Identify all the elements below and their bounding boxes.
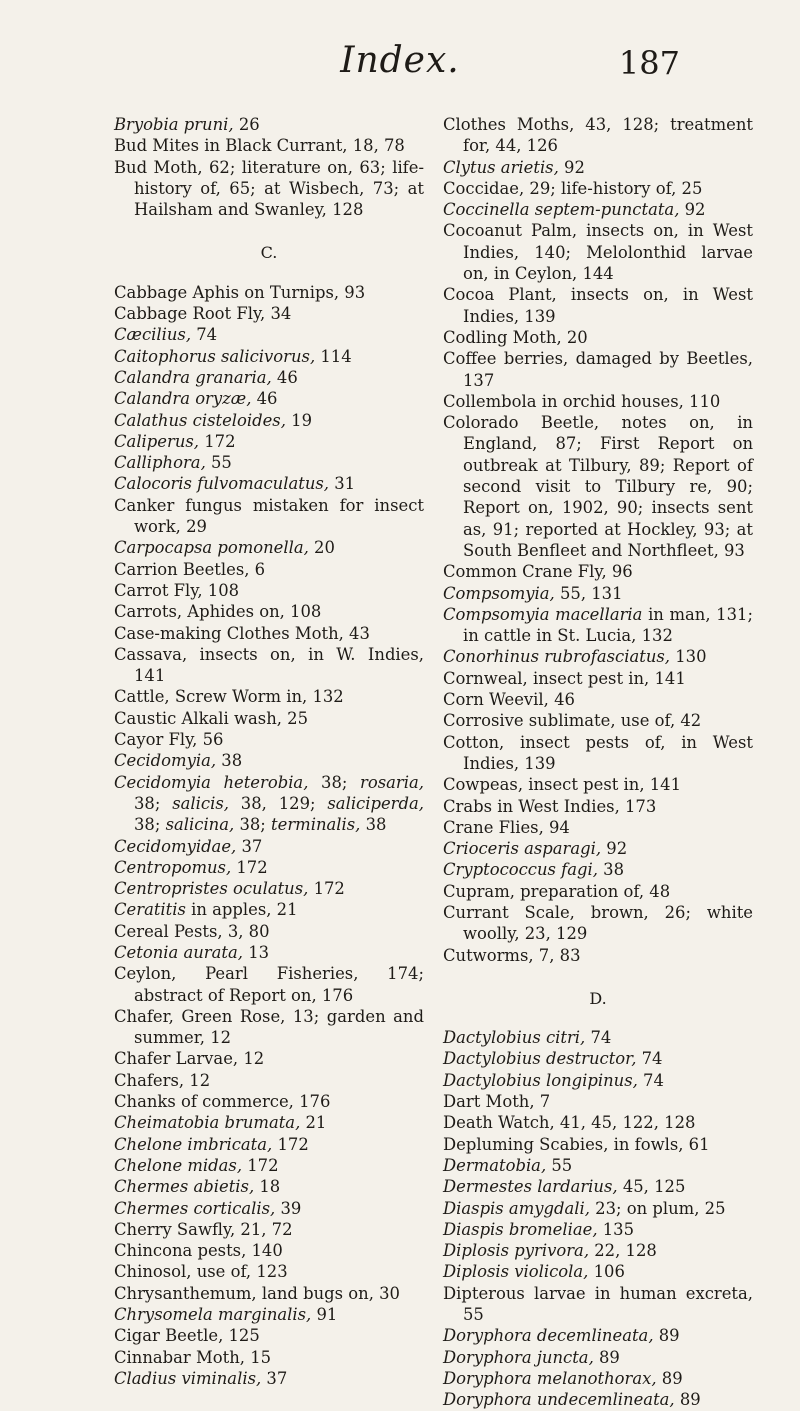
entry-term: Chrysomela marginalis, — [114, 1305, 312, 1325]
index-entry — [114, 1198, 424, 1219]
entry-pages: 89 — [674, 1390, 701, 1410]
entry-pages: 22, 128 — [589, 1241, 657, 1261]
index-entry: Common Crane Fly, 96 — [443, 562, 633, 582]
index-entry — [443, 838, 753, 859]
index-entry — [114, 942, 424, 963]
index-entry: Cassava, insects on, in W. Indies, 141 — [114, 644, 424, 686]
index-entry — [114, 431, 424, 452]
index-column-right — [443, 114, 753, 1411]
entry-pages: 91 — [311, 1305, 338, 1325]
entry-pages: 106 — [588, 1262, 625, 1282]
entry-pages: 74 — [636, 1049, 663, 1069]
index-entry — [443, 1347, 753, 1368]
index-entry: Cattle, Screw Worm in, 132 — [114, 687, 344, 707]
page-header — [0, 34, 800, 94]
index-entry: Cherry Sawfly, 21, 72 — [114, 1219, 293, 1239]
index-entry: Crane Flies, 94 — [443, 817, 570, 837]
index-entry — [443, 1240, 753, 1261]
index-entry: Chafer Larvae, 12 — [114, 1049, 265, 1069]
index-entry — [443, 1048, 753, 1069]
index-entry: Cecidomyia heterobia, 38; rosaria, 38; salicis, 38, 129; saliciperda, 38; salicina, 38; terminalis, 38 — [114, 772, 424, 835]
entry-term: Chelone imbricata, — [114, 1134, 273, 1154]
entry-pages: 13 — [242, 942, 270, 962]
entry-term: Doryphora melanothorax, — [443, 1368, 657, 1388]
index-entry — [114, 367, 424, 388]
entry-term: Diaspis bromeliae, — [443, 1219, 598, 1239]
index-entry: Death Watch, 41, 45, 122, 128 — [443, 1113, 696, 1133]
entry-pages: 39 — [275, 1198, 302, 1218]
index-entry: Cowpeas, insect pest in, 141 — [443, 775, 682, 795]
entry-pages: 130 — [670, 647, 707, 667]
index-entry: Cornweal, insect pest in, 141 — [443, 668, 686, 688]
entry-term: Carpocapsa pomonella, — [114, 538, 309, 558]
index-entry: Cupram, preparation of, 48 — [443, 881, 671, 901]
entry-pages: 89 — [653, 1326, 680, 1346]
index-entry: Coccidae, 29; life-history of, 25 — [443, 178, 703, 198]
index-entry — [443, 1027, 753, 1048]
entry-term: Cladius viminalis, — [114, 1368, 262, 1388]
entry-term: Calandra granaria, — [114, 367, 272, 387]
entry-pages: 74 — [585, 1028, 612, 1048]
page-title: Index. — [340, 40, 460, 81]
entry-term: Chermes abietis, — [114, 1177, 255, 1197]
entry-term: Calandra oryzæ, — [114, 389, 252, 409]
index-entry — [114, 836, 424, 857]
entry-term: Caitophorus salicivorus, — [114, 346, 316, 366]
index-entry — [114, 750, 424, 771]
index-entry: Cereal Pests, 3, 80 — [114, 921, 270, 941]
entry-term: Bryobia pruni, — [114, 115, 234, 134]
index-entry: Codling Moth, 20 — [443, 327, 588, 347]
entry-term: Dactylobius longipinus, — [443, 1070, 638, 1090]
index-entry: Case-making Clothes Moth, 43 — [114, 623, 370, 643]
entry-term: Centropomus, — [114, 857, 232, 877]
entry-term: Dactylobius destructor, — [443, 1049, 637, 1069]
entry-term: Doryphora decemlineata, — [443, 1326, 654, 1346]
index-entry: Caustic Alkali wash, 25 — [114, 708, 309, 728]
entry-term: Cecidomyia, — [114, 751, 217, 771]
entry-pages: 37 — [236, 836, 263, 856]
index-entry — [114, 388, 424, 409]
index-entry — [114, 473, 424, 494]
entry-term: Cetonia aurata, — [114, 942, 243, 962]
index-entry: Cinnabar Moth, 15 — [114, 1347, 272, 1367]
index-entry: Cocoa Plant, insects on, in West Indies, 139 — [443, 285, 753, 326]
index-entry: Cotton, insect pests of, in West Indies, 139 — [443, 732, 753, 773]
entry-pages: 74 — [191, 325, 218, 345]
entry-term: Clytus arietis, — [443, 157, 559, 177]
entry-pages: 31 — [329, 474, 356, 494]
entry-term: Calliphora, — [114, 453, 206, 473]
index-entry — [443, 1261, 753, 1282]
entry-pages: 172 — [242, 1155, 279, 1175]
entry-term: Centropristes oculatus, — [114, 879, 309, 899]
index-entry: Chanks of commerce, 176 — [114, 1092, 331, 1112]
entry-pages: 55 — [205, 453, 232, 473]
index-entry: Cocoanut Palm, insects on, in West Indies, 140; Melolonthid larvae on, in Ceylon, 144 — [443, 221, 753, 284]
entry-pages: 38 — [597, 860, 625, 880]
index-entry — [443, 157, 753, 178]
index-entry — [443, 1176, 753, 1197]
index-entry: Cutworms, 7, 83 — [443, 945, 581, 965]
index-entry — [114, 346, 424, 367]
index-entry — [114, 1112, 424, 1133]
index-entry: Carrion Beetles, 6 — [114, 559, 266, 579]
index-entry: Colorado Beetle, notes on, in England, 87; First Report on outbreak at Tilbury, 89; Report of second visit to Tilbury re, 90; Report on, 1902, 90; insects sent as, 91; reported at Hockley, 93; at South Benfleet and Northfleet, 93 — [443, 413, 753, 560]
index-entry — [114, 452, 424, 473]
entry-pages: 46 — [271, 367, 298, 387]
index-entry: Collembola in orchid houses, 110 — [443, 391, 721, 411]
index-entry — [443, 1219, 753, 1240]
entry-term: Conorhinus rubrofasciatus, — [443, 647, 670, 667]
page-number: 187 — [618, 44, 680, 82]
index-entry — [114, 1176, 424, 1197]
entry-pages: 92 — [601, 839, 628, 859]
entry-term: Dermestes lardarius, — [443, 1177, 618, 1197]
index-entry: Corn Weevil, 46 — [443, 690, 575, 710]
index-entry: Compsomyia macellaria in man, 131; in cattle in St. Lucia, 132 — [443, 604, 753, 646]
entry-term: Caliperus, — [114, 431, 200, 451]
index-entry — [114, 537, 424, 558]
index-entry — [114, 1155, 424, 1176]
index-entry: Bud Moth, 62; literature on, 63; life-history of, 65; at Wisbech, 73; at Hailsham and Swanley, 128 — [114, 157, 424, 220]
index-entry: Carrots, Aphides on, 108 — [114, 602, 322, 622]
index-entry: Coffee berries, damaged by Beetles, 137 — [443, 349, 753, 390]
entry-term: Cryptococcus fagi, — [443, 860, 598, 880]
entry-term: Calocoris fulvomaculatus, — [114, 474, 329, 494]
entry-pages: 92 — [679, 200, 706, 220]
entry-pages: 18 — [254, 1177, 281, 1197]
entry-pages: 26 — [233, 115, 260, 134]
entry-pages: 92 — [558, 157, 585, 177]
entry-term: Cæcilius, — [114, 325, 192, 345]
index-entry: Crabs in West Indies, 173 — [443, 796, 657, 816]
index-entry — [443, 1368, 753, 1389]
entry-pages: 172 — [308, 879, 345, 899]
entry-pages: 74 — [637, 1070, 664, 1090]
index-entry — [114, 1368, 424, 1389]
entry-term: Compsomyia, — [443, 583, 555, 603]
index-entry: Bud Mites in Black Currant, 18, 78 — [114, 136, 405, 156]
index-entry: Chafer, Green Rose, 13; garden and summer, 12 — [114, 1006, 424, 1048]
entry-pages: 37 — [261, 1368, 288, 1388]
index-entry — [114, 857, 424, 878]
index-entry — [114, 878, 424, 899]
index-entry — [443, 859, 753, 880]
entry-term: Doryphora undecemlineata, — [443, 1390, 675, 1410]
index-entry: Chafers, 12 — [114, 1070, 211, 1090]
entry-pages: 135 — [597, 1219, 635, 1239]
index-entry — [114, 324, 424, 345]
index-entry — [443, 199, 753, 220]
index-entry: Clothes Moths, 43, 128; treatment for, 44, 126 — [443, 115, 753, 156]
entry-term: Chelone midas, — [114, 1155, 243, 1175]
index-entry: Diaspis amygdali, 23; on plum, 25 — [443, 1198, 726, 1218]
entry-pages: 89 — [656, 1368, 683, 1388]
entry-term: Diplosis pyrivora, — [443, 1241, 590, 1261]
index-entry — [114, 1304, 424, 1325]
index-entry — [443, 1070, 753, 1091]
index-entry — [443, 583, 753, 604]
index-entry: Chrysanthemum, land bugs on, 30 — [114, 1283, 400, 1303]
index-entry: Cabbage Aphis on Turnips, 93 — [114, 282, 366, 302]
index-entry: Ceratitis in apples, 21 — [114, 900, 298, 920]
index-entry: Cabbage Root Fly, 34 — [114, 304, 292, 324]
index-entry — [114, 1134, 424, 1155]
index-entry: Dipterous larvae in human excreta, 55 — [443, 1283, 753, 1325]
index-entry: Ceylon, Pearl Fisheries, 174; abstract of Report on, 176 — [114, 964, 424, 1005]
entry-term: Chermes corticalis, — [114, 1198, 276, 1218]
index-entry: Chinosol, use of, 123 — [114, 1262, 288, 1282]
entry-term: Doryphora juncta, — [443, 1347, 594, 1367]
entry-pages: 21 — [300, 1113, 327, 1133]
index-entry — [114, 114, 424, 135]
entry-term: Cecidomyidae, — [114, 836, 237, 856]
index-entry — [443, 646, 753, 667]
entry-pages: 89 — [593, 1347, 620, 1367]
entry-pages: 114 — [315, 346, 352, 366]
index-entry: Cayor Fly, 56 — [114, 730, 224, 750]
index-entry: Dart Moth, 7 — [443, 1092, 551, 1112]
index-column-left — [114, 114, 424, 1389]
index-entry: Currant Scale, brown, 26; white woolly, 23, 129 — [443, 902, 753, 944]
entry-pages: 45, 125 — [617, 1177, 686, 1197]
index-entry — [114, 410, 424, 431]
index-entry: Depluming Scabies, in fowls, 61 — [443, 1134, 710, 1154]
entry-term: Calathus cisteloides, — [114, 410, 286, 430]
section-letter: D. — [589, 988, 607, 1008]
index-entry: Cigar Beetle, 125 — [114, 1326, 260, 1346]
entry-term: Dactylobius citri, — [443, 1028, 586, 1048]
index-entry: Carrot Fly, 108 — [114, 580, 240, 600]
index-entry — [443, 1155, 753, 1176]
entry-term: Coccinella septem-punctata, — [443, 200, 680, 220]
entry-term: Dermatobia, — [443, 1155, 547, 1175]
entry-pages: 19 — [285, 410, 313, 430]
index-entry: Chincona pests, 140 — [114, 1241, 283, 1261]
entry-term: Cheimatobia brumata, — [114, 1113, 301, 1133]
section-letter: C. — [260, 243, 278, 263]
entry-pages: 172 — [231, 857, 268, 877]
index-entry: Canker fungus mistaken for insect work, 29 — [114, 495, 424, 537]
index-entry — [443, 1325, 753, 1346]
index-entry — [443, 1389, 753, 1410]
entry-pages: 46 — [251, 389, 278, 409]
entry-term: Crioceris asparagi, — [443, 839, 602, 859]
entry-pages: 55, 131 — [554, 583, 623, 603]
index-entry: Corrosive sublimate, use of, 42 — [443, 711, 702, 731]
entry-pages: 20 — [308, 538, 335, 558]
entry-pages: 38 — [216, 751, 243, 771]
entry-pages: 55 — [546, 1155, 573, 1175]
entry-pages: 172 — [272, 1134, 309, 1154]
entry-pages: 172 — [199, 431, 236, 451]
entry-term: Diplosis violicola, — [443, 1262, 589, 1282]
